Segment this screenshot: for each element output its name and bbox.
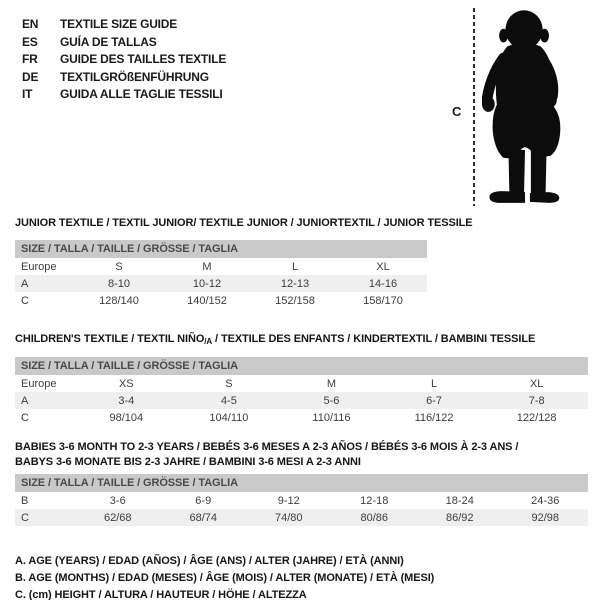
table-cell: 8-10	[107, 277, 131, 290]
language-title: GUIDE DES TAILLES TEXTILE	[60, 52, 227, 66]
table-row	[15, 409, 588, 426]
table-cell: 9-12	[277, 494, 300, 507]
table-cell: 158/170	[363, 294, 403, 307]
language-code: EN	[22, 17, 39, 31]
table-cell: 3-6	[109, 494, 126, 507]
row-label: A	[21, 394, 29, 407]
table-cell: M	[202, 260, 212, 273]
language-code: IT	[22, 87, 33, 101]
language-code: ES	[22, 34, 38, 49]
language-row	[22, 34, 226, 52]
table-row	[15, 375, 588, 392]
table-cell: XS	[118, 377, 134, 390]
table-row	[15, 492, 588, 509]
size-header-bar: SIZE / TALLA / TAILLE / GRÖSSE / TAGLIA	[15, 474, 588, 492]
table-cell: 6-9	[195, 494, 212, 507]
table-row	[15, 292, 427, 309]
junior-table-title: JUNIOR TEXTILE / TEXTIL JUNIOR/ TEXTILE JUNIOR / JUNIORTEXTIL / JUNIOR TESSILE	[15, 217, 473, 229]
children-table-title	[15, 332, 588, 349]
height-measure-label: C	[452, 104, 462, 119]
babies-table	[15, 474, 588, 526]
language-row	[22, 51, 226, 69]
size-header-bar: SIZE / TALLA / TAILLE / GRÖSSE / TAGLIA	[15, 240, 427, 258]
language-code: FR	[22, 52, 38, 66]
table-cell: 4-5	[220, 394, 237, 407]
row-label: B	[21, 494, 29, 507]
table-cell: 86/92	[445, 511, 474, 524]
table-cell: 24-36	[531, 494, 560, 507]
table-cell: 98/104	[109, 411, 144, 424]
table-cell: 62/68	[103, 511, 132, 524]
children-title-pre: CHILDREN'S TEXTILE / TEXTIL NIÑO	[15, 333, 205, 345]
row-label: C	[21, 294, 29, 307]
table-cell: 5-6	[323, 394, 340, 407]
table-cell: 12-13	[280, 277, 310, 290]
table-cell: S	[115, 260, 123, 273]
table-row	[15, 392, 588, 409]
row-label: Europe	[21, 377, 57, 390]
language-row	[22, 16, 226, 34]
table-cell: 122/128	[516, 411, 557, 424]
table-cell: XL	[529, 377, 544, 390]
children-table	[15, 357, 588, 426]
legend-notes	[15, 553, 588, 600]
language-row	[22, 86, 226, 104]
language-title: TEXTILE SIZE GUIDE	[60, 17, 178, 31]
table-cell: L	[431, 377, 438, 390]
table-cell: 12-18	[360, 494, 389, 507]
children-title-post: / TEXTILE DES ENFANTS / KINDERTEXTIL / BAMBINI TESSILE	[212, 333, 536, 345]
table-cell: 104/110	[209, 411, 249, 424]
table-cell: 6-7	[426, 394, 443, 407]
size-header-bar: SIZE / TALLA / TAILLE / GRÖSSE / TAGLIA	[15, 357, 588, 375]
table-cell: 140/152	[187, 294, 227, 307]
row-label: Europe	[21, 260, 57, 273]
table-cell: 80/86	[360, 511, 389, 524]
toddler-silhouette-icon	[482, 8, 570, 206]
table-cell: XL	[376, 260, 390, 273]
table-cell: M	[326, 377, 337, 390]
table-cell: 92/98	[531, 511, 560, 524]
legend-note-b: B. AGE (MONTHS) / EDAD (MESES) / ÂGE (MOIS) / ALTER (MONATE) / ETÀ (MESI)	[15, 572, 435, 584]
language-row	[22, 69, 226, 87]
table-cell: 110/116	[312, 411, 351, 424]
table-cell: 14-16	[368, 277, 398, 290]
language-title: TEXTILGRÖßENFÜHRUNG	[60, 69, 209, 84]
babies-title-line1: BABIES 3-6 MONTH TO 2-3 YEARS / BEBÉS 3-6 MESES A 2-3 AÑOS / BÉBÉS 3-6 MOIS À 2-3 ANS /	[15, 441, 519, 453]
legend-note-c: C. (cm) HEIGHT / ALTURA / HAUTEUR / HÖHE / ALTEZZA	[15, 589, 307, 600]
row-label: C	[21, 411, 29, 424]
table-cell: L	[291, 260, 299, 273]
table-cell: 152/158	[275, 294, 315, 307]
table-cell: 128/140	[99, 294, 139, 307]
table-cell: 18-24	[445, 494, 474, 507]
table-cell: 116/122	[414, 411, 454, 424]
legend-note-a: A. AGE (YEARS) / EDAD (AÑOS) / ÂGE (ANS) / ALTER (JAHRE) / ETÀ (ANNI)	[15, 555, 404, 567]
language-title: GUÍA DE TALLAS	[60, 34, 157, 49]
table-cell: 68/74	[189, 511, 218, 524]
table-cell: 74/80	[274, 511, 303, 524]
table-cell: S	[225, 377, 233, 390]
language-list	[22, 16, 226, 104]
table-row	[15, 509, 588, 526]
babies-title-line2: BABYS 3-6 MONATE BIS 2-3 JAHRE / BAMBINI 3-6 MESI A 2-3 ANNI	[15, 456, 361, 468]
table-cell: 10-12	[192, 277, 222, 290]
junior-table	[15, 240, 427, 309]
table-cell: 7-8	[528, 394, 545, 407]
table-row	[15, 275, 427, 292]
tables-section	[15, 216, 588, 600]
language-title: GUIDA ALLE TAGLIE TESSILI	[60, 87, 223, 101]
height-measure-dashed-line	[473, 8, 475, 206]
row-label: A	[21, 277, 29, 290]
table-row	[15, 258, 427, 275]
table-cell: 3-4	[118, 394, 135, 407]
babies-table-title	[15, 440, 588, 470]
row-label: C	[21, 511, 29, 524]
children-title-sub: /A	[204, 337, 213, 346]
language-code: DE	[22, 69, 39, 84]
